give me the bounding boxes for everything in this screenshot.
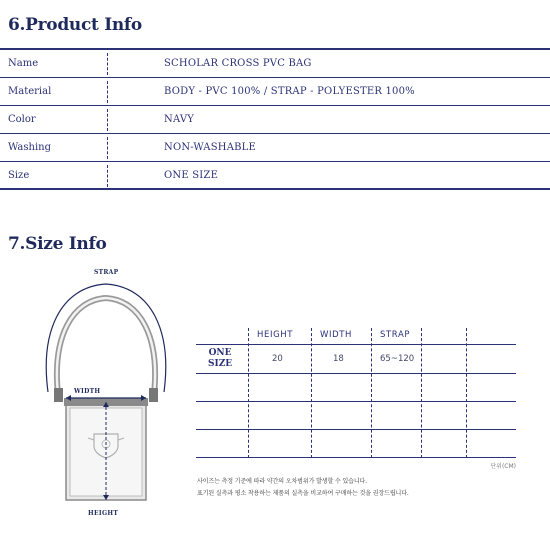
size-header-height: HEIGHT: [257, 330, 294, 340]
product-info-title: 6.Product Info: [8, 15, 142, 35]
size-col-divider: [421, 328, 422, 458]
row-divider: [107, 165, 108, 187]
bag-illustration: [0, 262, 200, 532]
size-row-label-line2: SIZE: [208, 359, 233, 369]
size-value-strap: 65~120: [380, 354, 415, 364]
product-info-row-name: [0, 50, 550, 78]
size-row-label-line1: ONE: [208, 348, 232, 358]
size-col-divider: [311, 328, 312, 458]
product-info-row-material: [0, 78, 550, 106]
size-value-width: 18: [333, 354, 344, 364]
size-row-label: [208, 348, 232, 370]
width-label: WIDTH: [74, 388, 101, 395]
row-divider: [107, 53, 108, 75]
size-col-divider: [248, 328, 249, 458]
size-table-row-rule: [196, 373, 516, 374]
row-value: BODY - PVC 100% / STRAP - POLYESTER 100%: [164, 86, 415, 97]
size-note-2: 표기된 실측과 평소 착용하는 제품의 실측을 비교하여 구매하는 것을 권장드립니다.: [197, 490, 409, 497]
size-table-row-rule: [196, 401, 516, 402]
size-table-row-rule: [196, 429, 516, 430]
product-info-row-washing: [0, 134, 550, 162]
row-key: Color: [8, 114, 36, 125]
row-divider: [107, 109, 108, 131]
row-key: Material: [8, 86, 52, 97]
strap-inner: [57, 298, 155, 394]
row-divider: [107, 81, 108, 103]
size-table-row-rule: [196, 457, 516, 458]
row-value: NAVY: [164, 114, 195, 125]
bag-drawing: [0, 262, 200, 532]
strap-label: STRAP: [94, 269, 119, 276]
size-value-height: 20: [272, 354, 283, 364]
row-key: Washing: [8, 142, 51, 153]
row-key: Name: [8, 58, 39, 69]
row-key: Size: [8, 170, 30, 181]
size-header-width: WIDTH: [320, 330, 353, 340]
row-divider: [107, 137, 108, 159]
row-value: NON-WASHABLE: [164, 142, 257, 153]
size-note-1: 사이즈는 측정 기준에 따라 약간의 오차범위가 발생할 수 있습니다.: [197, 478, 368, 485]
row-value: SCHOLAR CROSS PVC BAG: [164, 58, 312, 69]
unit-label: 단위(CM): [490, 463, 516, 470]
row-value: ONE SIZE: [164, 170, 219, 181]
strap-clip-left: [54, 388, 63, 402]
product-info-row-size: [0, 162, 550, 190]
product-info-row-color: [0, 106, 550, 134]
size-col-divider: [466, 328, 467, 458]
height-label: HEIGHT: [88, 510, 119, 517]
size-header-strap: STRAP: [380, 330, 411, 340]
size-info-title: 7.Size Info: [8, 234, 107, 254]
size-col-divider: [371, 328, 372, 458]
size-table-top-rule: [196, 344, 516, 345]
strap-outer: [57, 298, 155, 394]
strap-clip-right: [149, 388, 158, 402]
